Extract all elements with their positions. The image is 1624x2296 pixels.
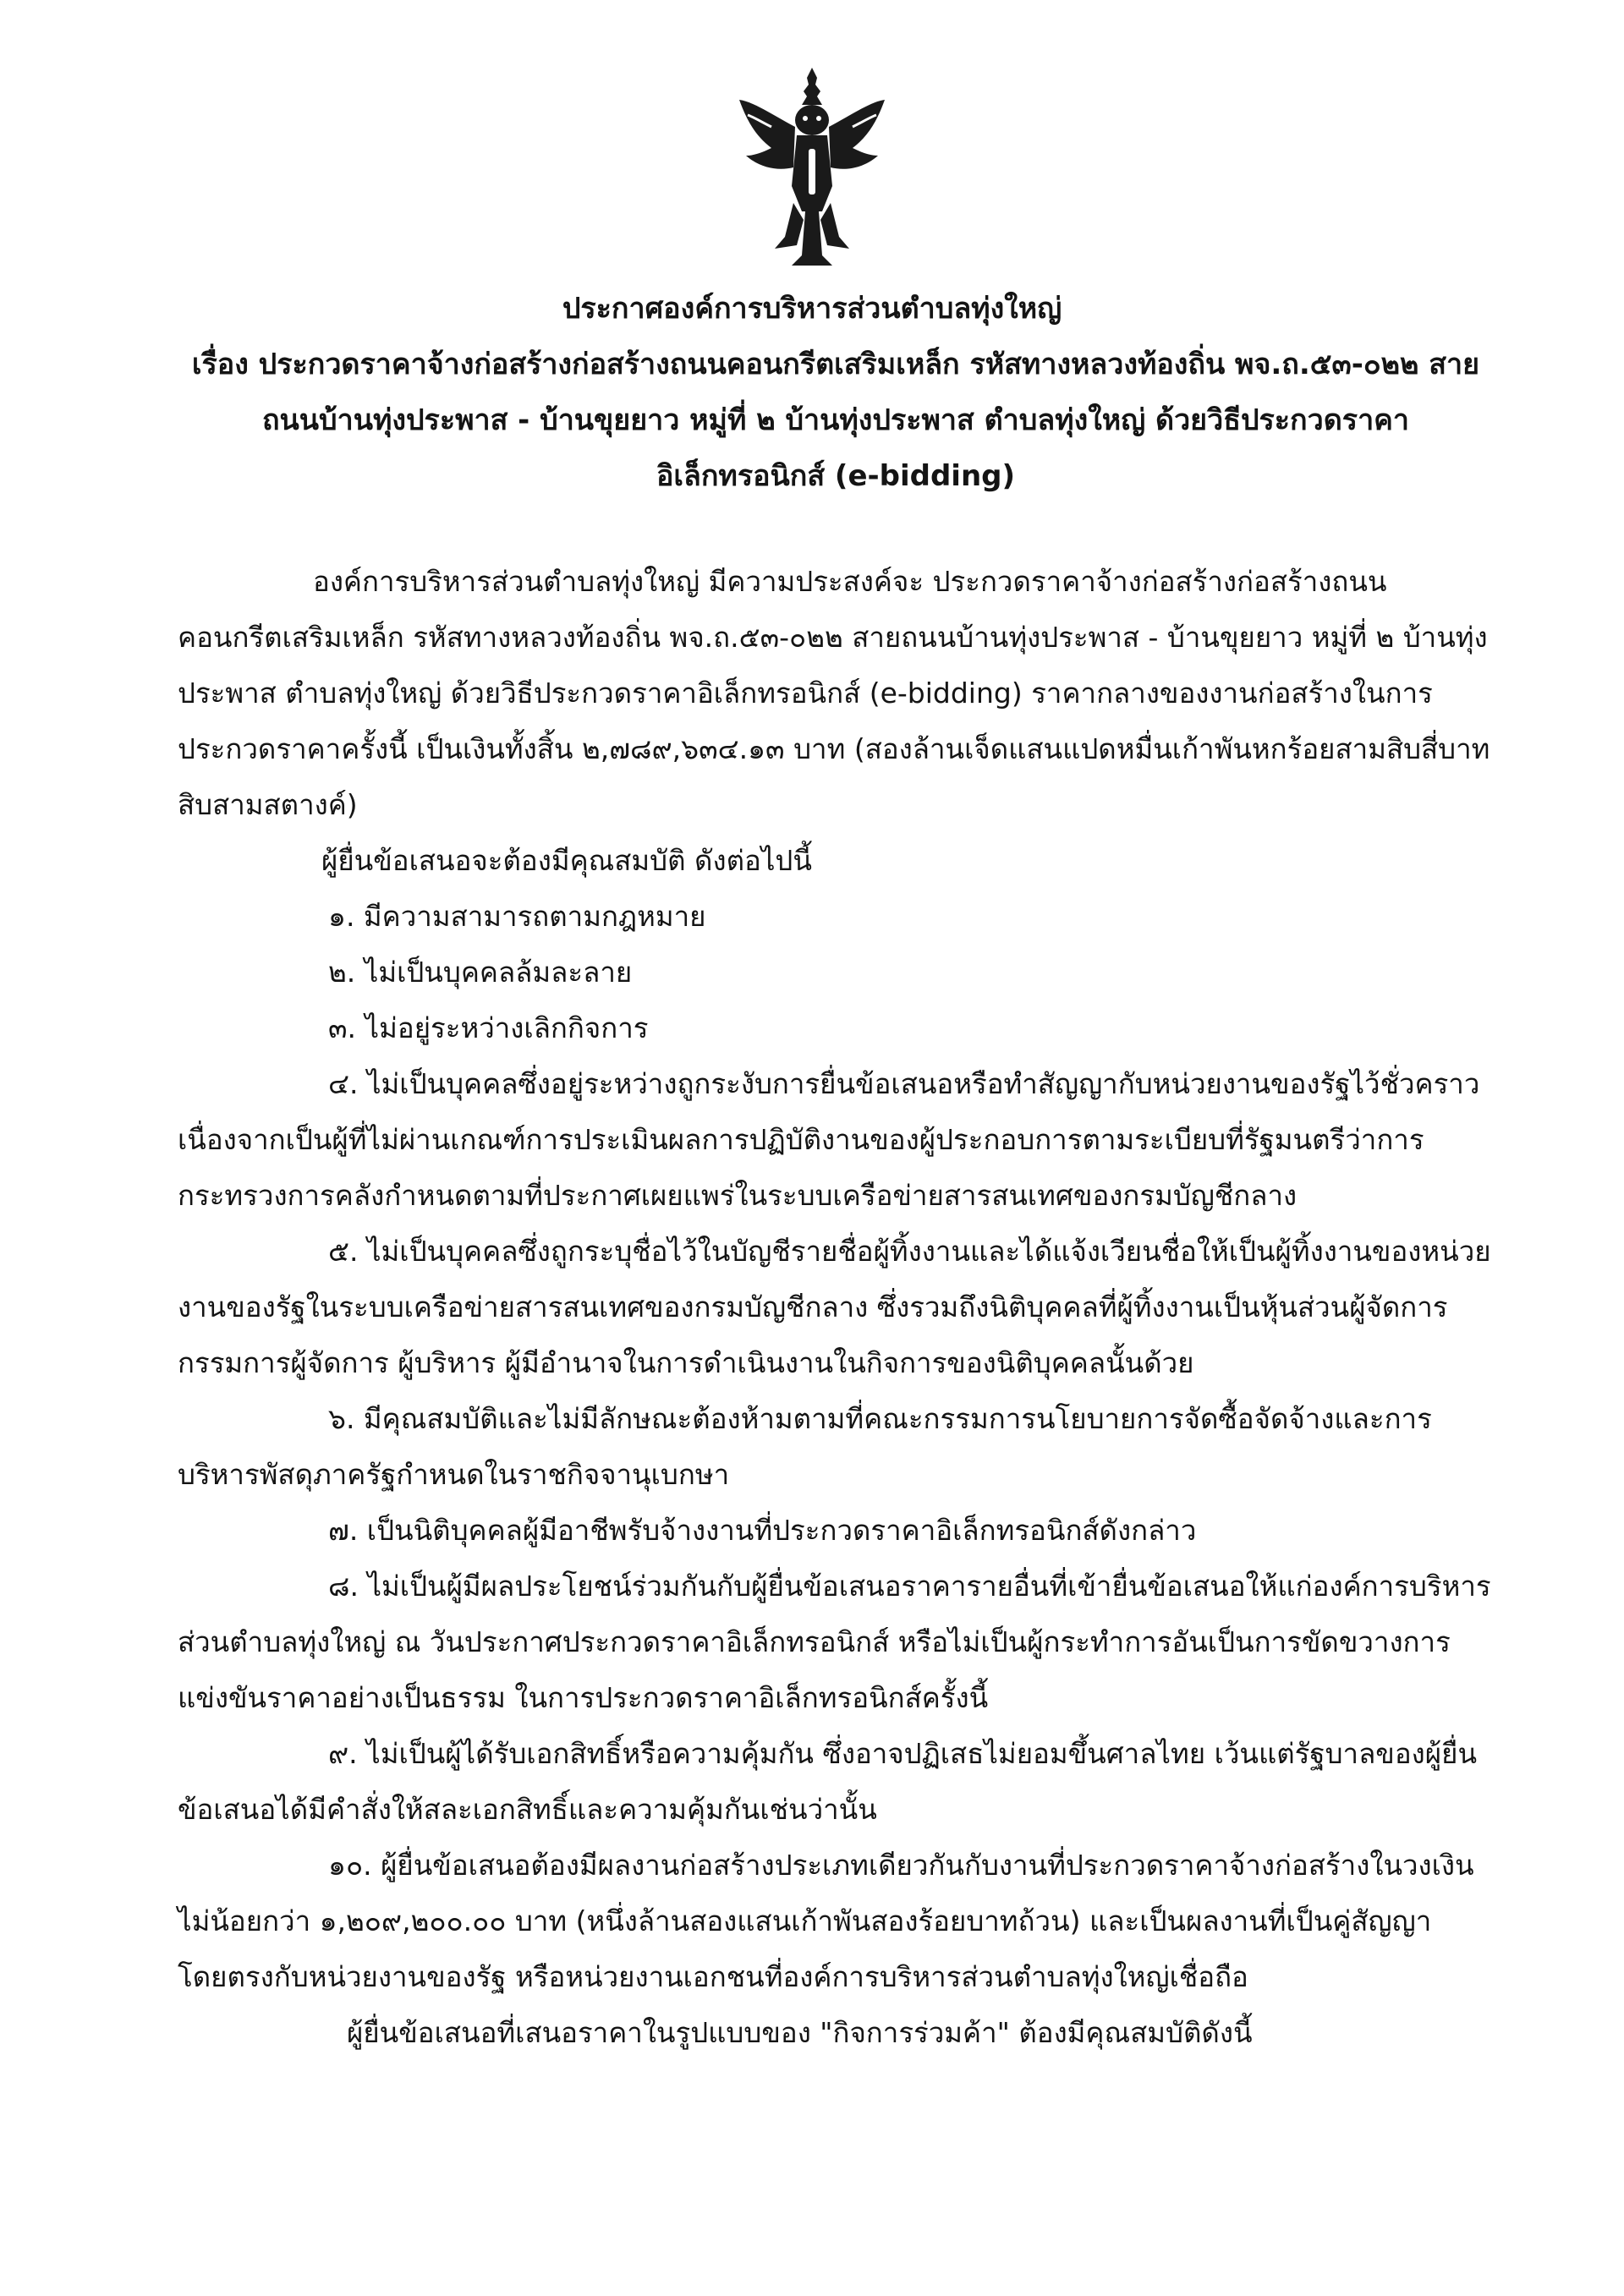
qualification-item: ๒. ไม่เป็นบุคคลล้มละลาย (328, 956, 633, 989)
qualification-item: ๕. ไม่เป็นบุคคลซึ่งถูกระบุชื่อไว้ในบัญชีรายชื่อผู้ทิ้งงานและได้แจ้งเวียนชื่อให้เป็นผู้ทิ้งงานของหน่วยงานของรัฐในระบบเครือข่ายสารสนเทศของกรมบัญชีกลาง ซึ่งรวมถึงนิติบุคคลที่ผู้ทิ้งงานเป็นหุ้นส่วนผู้จัดการ กรรมการผู้จัดการ ผู้บริหาร ผู้มีอำนาจในการดำเนินงานในกิจการของนิติบุคคลนั้นด้วย (178, 1235, 1491, 1379)
announcement-subject: เรื่อง ประกวดราคาจ้างก่อสร้างก่อสร้างถนนคอนกรีตเสริมเหล็ก รหัสทางหลวงท้องถิ่น พจ.ถ.๕๓-๐๒๒ สายถนนบ้านทุ่งประพาส - บ้านขุยยาว หมู่ที่ ๒ บ้านทุ่งประพาส ตำบลทุ่งใหญ่ ด้วยวิธีประกวดราคาอิเล็กทรอนิกส์ (e-bidding) (191, 348, 1480, 493)
joint-venture-note: ผู้ยื่นข้อเสนอที่เสนอราคาในรูปแบบของ "กิจการร่วมค้า" ต้องมีคุณสมบัติดังนี้ (347, 2016, 1253, 2049)
qualification-item: ๑. มีความสามารถตามกฎหมาย (328, 900, 706, 933)
intro-paragraph: องค์การบริหารส่วนตำบลทุ่งใหญ่ มีความประสงค์จะ ประกวดราคาจ้างก่อสร้างก่อสร้างถนนคอนกรีตเสริมเหล็ก รหัสทางหลวงท้องถิ่น พจ.ถ.๕๓-๐๒๒ สายถนนบ้านทุ่งประพาส - บ้านขุยยาว หมู่ที่ ๒ บ้านทุ่งประพาส ตำบลทุ่งใหญ่ ด้วยวิธีประกวดราคาอิเล็กทรอนิกส์ (e-bidding) ราคากลางของงานก่อสร้างในการประกวดราคาครั้งนี้ เป็นเงินทั้งสิ้น ๒,๗๘๙,๖๓๔.๑๓ บาท (สองล้านเจ็ดแสนแปดหมื่นเก้าพันหกร้อยสามสิบสี่บาทสิบสามสตางค์) (178, 565, 1490, 821)
qualification-item: ๔. ไม่เป็นบุคคลซึ่งอยู่ระหว่างถูกระงับการยื่นข้อเสนอหรือทำสัญญากับหน่วยงานของรัฐไว้ชั่วคราวเนื่องจากเป็นผู้ที่ไม่ผ่านเกณฑ์การประเมินผลการปฏิบัติงานของผู้ประกอบการตามระเบียบที่รัฐมนตรีว่าการกระทรวงการคลังกำหนดตามที่ประกาศเผยแพร่ในระบบเครือข่ายสารสนเทศของกรมบัญชีกลาง (178, 1067, 1480, 1212)
garuda-emblem (738, 68, 886, 266)
announcement-title: ประกาศองค์การบริหารส่วนตำบลทุ่งใหญ่ (562, 292, 1062, 326)
qualification-item: ๖. มีคุณสมบัติและไม่มีลักษณะต้องห้ามตามที่คณะกรรมการนโยบายการจัดซื้อจัดจ้างและการบริหารพัสดุภาครัฐกำหนดในราชกิจจานุเบกษา (178, 1402, 1432, 1491)
qualification-item: ๑๐. ผู้ยื่นข้อเสนอต้องมีผลงานก่อสร้างประเภทเดียวกันกับงานที่ประกวดราคาจ้างก่อสร้างในวงเงินไม่น้อยกว่า ๑,๒๐๙,๒๐๐.๐๐ บาท (หนึ่งล้านสองแสนเก้าพันสองร้อยบาทถ้วน) และเป็นผลงานที่เป็นคู่สัญญาโดยตรงกับหน่วยงานของรัฐ หรือหน่วยงานเอกชนที่องค์การบริหารส่วนตำบลทุ่งใหญ่เชื่อถือ (178, 1849, 1474, 1993)
qualification-item: ๓. ไม่อยู่ระหว่างเลิกกิจการ (328, 1011, 649, 1044)
qualification-item: ๘. ไม่เป็นผู้มีผลประโยชน์ร่วมกันกับผู้ยื่นข้อเสนอราคารายอื่นที่เข้ายื่นข้อเสนอให้แก่องค์การบริหารส่วนตำบลทุ่งใหญ่ ณ วันประกาศประกวดราคาอิเล็กทรอนิกส์ หรือไม่เป็นผู้กระทำการอันเป็นการขัดขวางการแข่งขันราคาอย่างเป็นธรรม ในการประกวดราคาอิเล็กทรอนิกส์ครั้งนี้ (178, 1570, 1491, 1714)
qualification-item: ๙. ไม่เป็นผู้ได้รับเอกสิทธิ์หรือความคุ้มกัน ซึ่งอาจปฏิเสธไม่ยอมขึ้นศาลไทย เว้นแต่รัฐบาลของผู้ยื่นข้อเสนอได้มีคำสั่งให้สละเอกสิทธิ์และความคุ้มกันเช่นว่านั้น (178, 1737, 1478, 1826)
announcement-body (178, 554, 1497, 2061)
qualification-item: ๗. เป็นนิติบุคคลผู้มีอาชีพรับจ้างงานที่ประกวดราคาอิเล็กทรอนิกส์ดังกล่าว (328, 1514, 1197, 1547)
qualifications-heading: ผู้ยื่นข้อเสนอจะต้องมีคุณสมบัติ ดังต่อไปนี้ (321, 844, 812, 877)
